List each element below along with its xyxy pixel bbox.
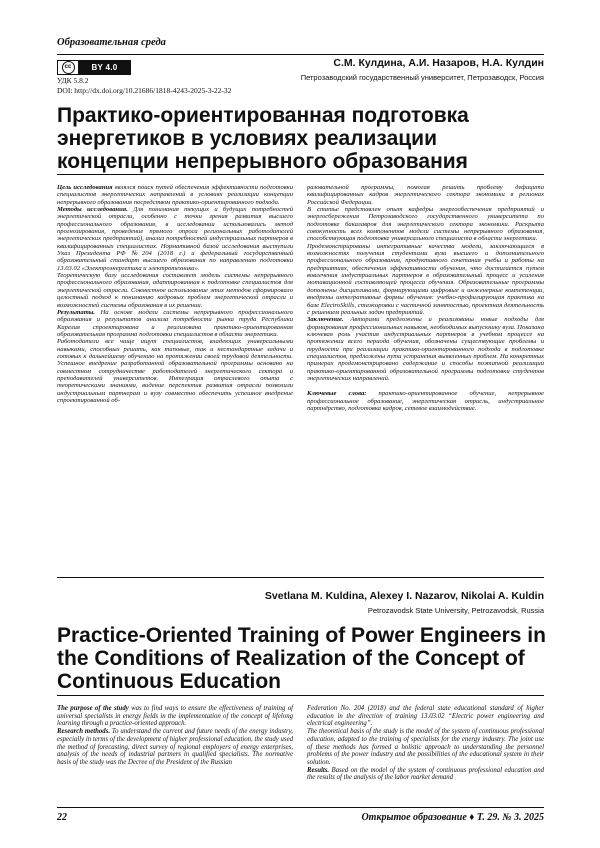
title-divider-en xyxy=(57,695,544,696)
paragraph xyxy=(307,767,544,782)
paragraph-text: Теоретическую базу исследования составляет модель системы непрерывного профессионального образования, адаптированная к подготовке специалистов для энергетической отрасли. Совместное использование этих методов сформировало целостный подход к пониманию кадровых проблем энергетической отрасли и возможностей системы образования в их решении. xyxy=(57,272,293,309)
paragraph xyxy=(57,338,293,404)
paragraph-text: Based on the model of the system of continuous professional education and the results of the analysis of the labor market demand xyxy=(307,766,544,782)
section-divider xyxy=(57,577,544,578)
paragraph-text: Продемонстрированы интегративные качества модели, заключающиеся в возможностях получения студентами вуза высшего и дополнительного профессионального образования, продуктивного сочетания учебы и работы на предприятиях, обеспечения эффективности обучения, что достигается путем вовлечения индустриальных партнеров в образовательный процесс и усиления мотивационной составляющей процесса обучения. Образовательные программы дополнены дисциплинами, формирующими цифровые и инженерные компетенции, внедрены интегративные формы обучения: учебно-профилирующая практика на базе ElectroSkills, стажировки с частичной занятостью, проектная деятельность с решением реальных задач предприятий. xyxy=(307,242,544,316)
paragraph xyxy=(307,705,544,728)
paragraph xyxy=(57,309,293,338)
paragraph-label: Ключевые слова: xyxy=(307,390,367,398)
abstract-ru-right xyxy=(307,184,544,412)
paragraph xyxy=(307,184,544,206)
authors-en: Svetlana M. Kuldina, Alexey I. Nazarov, Nikolai A. Kuldin xyxy=(264,590,544,602)
paragraph-text: практико-ориентированное обучение, непрерывное профессиональное образование, энергетическая отрасль, индустриальное партнёрство, подготовка кадров, сетевое взаимодействие. xyxy=(307,390,544,412)
license-badge[interactable] xyxy=(57,60,131,75)
journal-citation: Открытое образование ♦ Т. 29. № 3. 2025 xyxy=(361,812,544,823)
creative-commons-icon: cc xyxy=(58,61,79,74)
license-label: BY 4.0 xyxy=(79,61,130,74)
affiliation-ru: Петрозаводский государственный университет, Петрозаводск, Россия xyxy=(300,73,544,82)
abstract-en-right xyxy=(307,705,544,782)
paragraph-text: The theoretical basis of the study is the model of the system of continuous professional education, adapted to the training of specialists for the energy industry. The joint use of these methods has formed a holistic approach to understanding the personnel problems of the power industry and the possibilities of the educational system in their solution. xyxy=(307,728,544,766)
paragraph xyxy=(57,728,293,767)
paragraph xyxy=(307,243,544,316)
paragraph-text: Работодатели все чаще ищут специалистов, владеющих универсальными навыками, способных решать, как типовые, так и нестандартные задачи и готовых к дальнейшему обучению на протяжении своей трудовой деятельности. Успешное внедрение разработанной образовательной программы основано на совместном сотрудничестве работодателей энергетического сектора и преподавателей университетов. Интеграция отраслевого опыта с теоретическими знаниями, видение перспектив развития отрасли позволили индустриальным партнерам и вузу совместно обеспечить успешное внедрение спроектированной об- xyxy=(57,338,293,404)
footer-divider xyxy=(57,807,544,808)
paragraph-text: Авторами предложены и реализованы новые подходы для формирования профессиональных навыков, необходимых выпускнику вуза. Показана ключевая роль участия индустриальных партнеров в учебном процессе на протяжении всего периода обучения, обозначены существующие проблемы и трудности при реализации практико-ориентированного подхода в подготовке специалистов, предложены пути устранения выявленных проблем. На конкретных примерах продемонстрировано содержание и способы поэтапной реализации практико-ориентированной образовательной программы подготовки студентов энергетических направлений. xyxy=(307,316,544,382)
paragraph-label: The purpose of the study xyxy=(57,705,129,712)
paragraph xyxy=(57,272,293,309)
page-number: 22 xyxy=(57,812,67,823)
paragraph-label: Research methods. xyxy=(57,728,111,736)
paragraph-text: В статье представлен опыт кафедры энергообеспечения предприятий и энергосбережения Петрозаводского государственного университета по подготовке бакалавров для энергетического сектора экономики. Раскрыта совокупность всех компонентов модели системы непрерывного образования, способствующая подготовке универсального специалиста в области энергетики. xyxy=(307,206,544,243)
paragraph-text: На основе модели системы непрерывного профессионального образования и результатов анализа потребности рынка труда Республики Карелия спроектирована и реализована практико-ориентированная образовательная программа подготовки специалистов в области энергетики. xyxy=(57,308,293,338)
title-divider-ru xyxy=(57,174,544,175)
paragraph xyxy=(307,206,544,243)
paragraph-text: To understand the current and future needs of the energy industry, especially in terms of the development of higher professional education, the study used the method of forecasting, direct survey of regional employers of energy enterprises, analysis of the needs of industrial partners in qualified specialists. The normative basis of the study was the Decree of the President of the Russian xyxy=(57,728,293,766)
udk-code: УДК 5.8.2 xyxy=(57,76,89,85)
paragraph-label: Методы исследования. xyxy=(57,206,128,214)
paragraph-text: разовательной программы, помогая решить проблему дефицита квалифицированных кадров энергетического сектора экономики в регионах Российской Федерации. xyxy=(307,184,544,206)
paragraph-text: Federation No. 204 (2018) and the federal state educational standard of higher education in the direction of training 13.03.02 “Electric power engineering and electrical engineering”. xyxy=(307,705,544,728)
paragraph xyxy=(57,705,293,728)
paragraph xyxy=(57,184,293,206)
title-en: Practice-Oriented Training of Power Engineers in the Conditions of Realization of the Concept of Continuous Education xyxy=(57,624,546,693)
doi-link[interactable]: DOI: http://dx.doi.org/10.21686/1818-4243-2025-3-22-32 xyxy=(57,86,232,95)
header-divider xyxy=(57,54,544,55)
paragraph xyxy=(57,206,293,272)
paragraph xyxy=(307,316,544,382)
keywords-ru xyxy=(307,390,544,412)
section-label: Образовательная среда xyxy=(57,37,166,48)
affiliation-en: Petrozavodsk State University, Petrozavodsk, Russia xyxy=(367,606,544,615)
paragraph-text: являлся поиск путей обеспечения эффективности подготовки специалистов энергетических направлений в условиях реализации концепции непрерывного образования посредством практико-ориентированного подхода. xyxy=(57,184,294,206)
paragraph-label: Заключение. xyxy=(307,316,344,324)
paragraph-label: Цель исследования xyxy=(57,184,113,191)
paragraph-label: Results. xyxy=(307,766,330,774)
abstract-ru-left xyxy=(57,184,293,404)
paragraph-label: Результаты. xyxy=(57,308,96,316)
paragraph xyxy=(307,728,544,767)
paragraph-text: Для понимания текущих и будущих потребностей энергетической отрасли, особенно с точки зрения развития высшего профессионального образования, в исследовании использовались метод прогнозирования, проведение прямого опроса региональных работодателей энергетических предприятий), анализ потребностей индустриальных партнеров в квалифицированных специалистах. Нормативной базой исследования выступили Указ Президента РФ №204 (2018 г.) и федеральный государственный образовательный стандарт высшего образования по направлению подготовки 13.03.02 «Электроэнергетика и электротехника». xyxy=(57,206,293,272)
abstract-en-left xyxy=(57,705,293,767)
paragraph-text: was to find ways to ensure the effectiveness of training of universal specialists in energy fields in the implementation of the concept of lifelong learning through a practice-oriented approach. xyxy=(57,705,293,728)
authors-ru: С.М. Кулдина, А.И. Назаров, Н.А. Кулдин xyxy=(333,57,544,69)
title-ru: Практико-ориентированная подготовка энергетиков в условиях реализации концепции непрерывного образования xyxy=(57,104,469,173)
